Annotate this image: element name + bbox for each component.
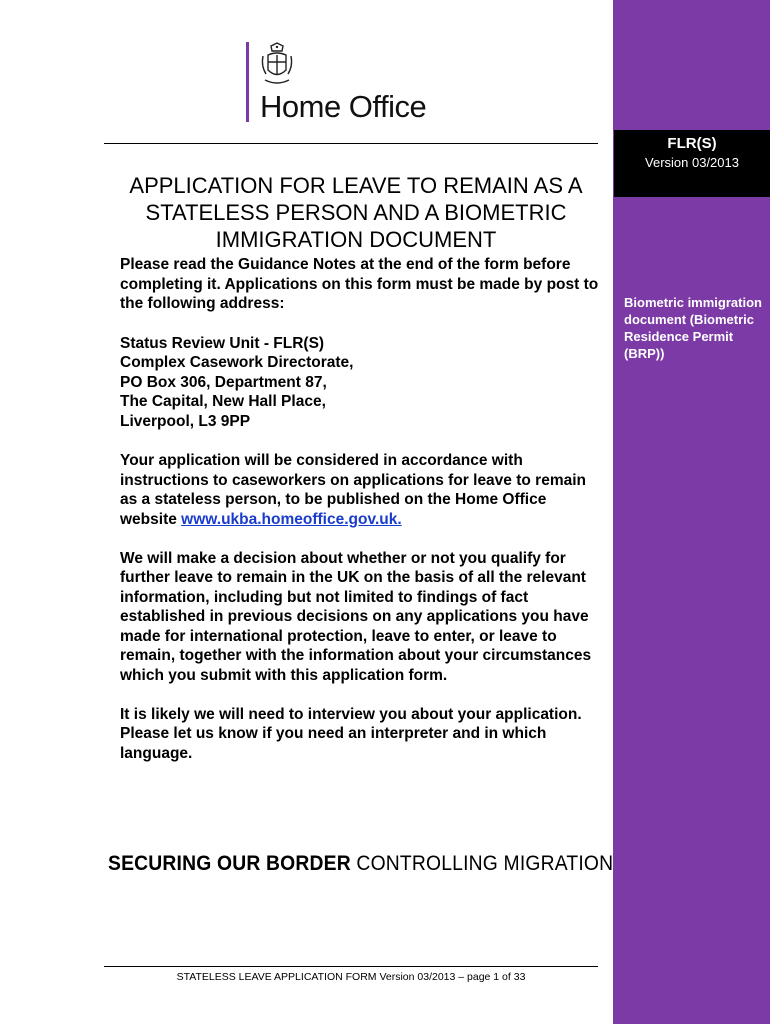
home-office-logo xyxy=(246,42,456,124)
form-code-box xyxy=(614,130,770,197)
royal-crest-icon xyxy=(260,42,294,90)
slogan-rest: CONTROLLING MIGRATION xyxy=(356,852,614,875)
postal-address xyxy=(120,334,602,432)
address-line: Status Review Unit - FLR(S) xyxy=(120,334,325,352)
form-code: FLR(S) xyxy=(667,135,717,152)
address-line: Complex Casework Directorate, xyxy=(120,354,354,371)
brand-name: Home Office xyxy=(260,89,427,124)
logo-bar xyxy=(246,42,249,122)
slogan xyxy=(108,852,613,876)
consideration-paragraph xyxy=(120,451,602,529)
address-line: PO Box 306, Department 87, xyxy=(120,373,327,391)
address-line: Liverpool, L3 9PP xyxy=(120,412,251,430)
intro-paragraph: Please read the Guidance Notes at the end of the form before completing it. Applications on this form must be made by post to the following address: xyxy=(120,256,599,312)
page-title: APPLICATION FOR LEAVE TO REMAIN AS A STATELESS PERSON AND A BIOMETRIC IMMIGRATION DOCUMENT xyxy=(129,173,583,252)
form-version: Version 03/2013 xyxy=(645,155,739,170)
address-line: The Capital, New Hall Place, xyxy=(120,393,326,410)
interview-paragraph: It is likely we will need to interview you about your application. Please let us know if you need an interpreter and in which language. xyxy=(120,705,582,762)
consideration-text: Your application will be considered in accordance with instructions to caseworkers on applications for leave to remain as a stateless person, to be published on the Home Office website xyxy=(120,452,586,528)
header-divider xyxy=(104,143,598,144)
sidebar-note: Biometric immigration document (Biometric Residence Permit (BRP)) xyxy=(624,295,762,361)
page-footer: STATELESS LEAVE APPLICATION FORM Version 03/2013 – page 1 of 33 xyxy=(176,971,526,983)
decision-paragraph: We will make a decision about whether or not you qualify for further leave to remain in the UK on the basis of all the relevant information, including but not limited to findings of fact established in previous decisions on any applications you have made for international protection, leave to enter, or leave to remain, together with the information about your circumstances which you submit with this application form. xyxy=(120,549,592,684)
slogan-strong: SECURING OUR BORDER xyxy=(108,852,351,875)
form-instructions xyxy=(120,255,602,783)
website-link[interactable]: www.ukba.homeoffice.gov.uk. xyxy=(181,510,402,528)
footer-divider xyxy=(104,966,598,967)
